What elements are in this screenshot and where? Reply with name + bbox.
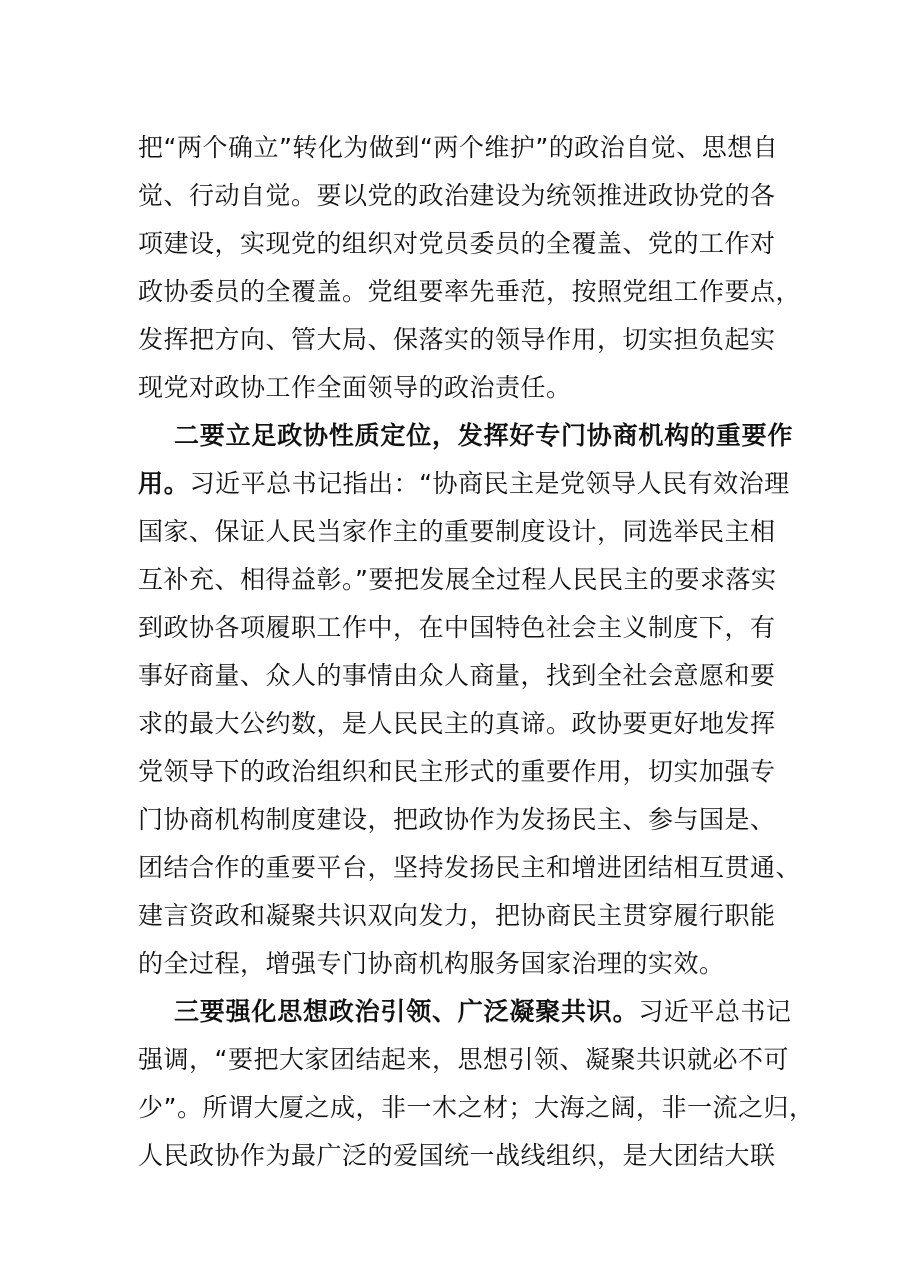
text-line: 门协商机构制度建设，把政协作为发扬民主、参与国是、 bbox=[138, 805, 776, 834]
text-line bbox=[138, 988, 792, 1036]
text-line: 觉、行动自觉。要以党的政治建设为统领推进政协党的各 bbox=[138, 181, 776, 210]
text-line: 到政协各项履职工作中，在中国特色社会主义制度下，有 bbox=[138, 613, 776, 642]
text-line: 少”。所谓大厦之成，非一木之材；大海之阔，非一流之归， bbox=[138, 1093, 815, 1122]
text-line: 团结合作的重要平台，坚持发扬民主和增进团结相互贯通、 bbox=[138, 853, 802, 882]
text-line: 发挥把方向、管大局、保落实的领导作用，切实担负起实 bbox=[138, 325, 776, 354]
section-heading: 二要立足政协性质定位，发挥好专门协商机构的重要作 bbox=[174, 421, 794, 450]
section-heading: 三要强化思想政治引领、广泛凝聚共识。 bbox=[174, 997, 639, 1026]
text-span: 习近平总书记指出：“协商民主是党领导人民有效治理 bbox=[189, 469, 790, 498]
text-line: 的全过程，增强专门协商机构服务国家治理的实效。 bbox=[138, 949, 725, 978]
text-span: 习近平总书记 bbox=[638, 997, 792, 1026]
text-line: 把“两个确立”转化为做到“两个维护”的政治自觉、思想自 bbox=[138, 133, 779, 162]
text-line: 项建设，实现党的组织对党员委员的全覆盖、党的工作对 bbox=[138, 229, 776, 258]
text-line: 人民政协作为最广泛的爱国统一战线组织，是大团结大联 bbox=[138, 1141, 776, 1170]
text-line: 事好商量、众人的事情由众人商量，找到全社会意愿和要 bbox=[138, 661, 776, 690]
text-line: 政协委员的全覆盖。党组要率先垂范，按照党组工作要点， bbox=[138, 277, 802, 306]
body-text bbox=[138, 124, 815, 1180]
text-line: 互补充、相得益彰。”要把发展全过程人民民主的要求落实 bbox=[138, 565, 777, 594]
text-line bbox=[138, 460, 790, 508]
section-heading-tail: 用。 bbox=[138, 469, 190, 498]
text-line: 党领导下的政治组织和民主形式的重要作用，切实加强专 bbox=[138, 757, 776, 786]
text-line: 求的最大公约数，是人民民主的真谛。政协要更好地发挥 bbox=[138, 709, 776, 738]
text-line: 现党对政协工作全面领导的政治责任。 bbox=[138, 373, 572, 402]
text-line: 国家、保证人民当家作主的重要制度设计，同选举民主相 bbox=[138, 517, 776, 546]
text-line: 强调，“要把大家团结起来，思想引领、凝聚共识就必不可 bbox=[138, 1045, 789, 1074]
text-line: 建言资政和凝聚共识双向发力，把协商民主贯穿履行职能 bbox=[138, 901, 776, 930]
